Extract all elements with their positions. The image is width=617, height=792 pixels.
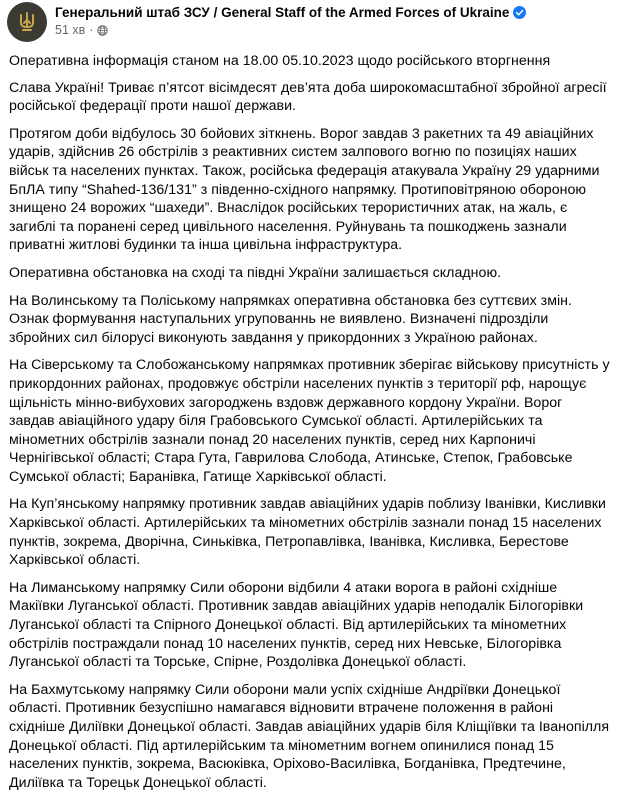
trident-emblem-icon [16,11,38,33]
globe-icon[interactable] [97,25,108,36]
post-paragraph: На Куп’янському напрямку противник завдав авіаційних ударів поблизу Іванівки, Кисливки Харківської області. Артилерійських та мінометних обстрілів зазнали понад 15 населених пунктів, зокрема, Дворічна, Синьківка, Петропавлівка, Іванівка, Кисливка, Берестове Харківської області. [9,496,606,569]
post-header [7,0,610,52]
post-paragraph: На Волинському та Поліському напрямках оперативна обстановка без суттєвих змін. Ознак формування наступальних угрупованнь не виявлено. Визначені підрозділи збройних сил білорусі виконують завдання у прикордонних з Україною районах. [9,292,572,346]
meta-separator: · [89,23,94,37]
page-avatar[interactable] [7,2,47,42]
post-paragraph: Слава Україні! Триває п’ятсот вісімдесят дев’ята доба широкомасштабної збройної агресії російської федерації проти нашої держави. [9,79,607,115]
post-meta [55,2,526,37]
post-paragraph: Протягом доби відбулось 30 бойових зіткнень. Ворог завдав 3 ракетних та 49 авіаційних ударів, здійснив 26 обстрілів з реактивних систем залпового вогню по позиціях наших військ та населених пунктах. Також, російська федерація атакувала Україну 29 ударними БпЛА типу “Shahed-136/131” з південно-східного напрямку. Протиповітряною обороною знищено 24 ворожих “шахеди”. Внаслідок російських терористичних атак, на жаль, є загиблі та поранені серед цивільного населення. Руйнувань та пошкоджень зазнали приватні житлові будинки та інша цивільна інфраструктура. [9,125,600,254]
post-body [7,52,610,792]
post-paragraph: Оперативна інформація станом на 18.00 05.10.2023 щодо російського вторгнення [9,53,551,69]
post-paragraph: На Сіверському та Слобожанському напрямках противник зберігає військову присутність у прикордонних районах, продовжує обстріли населених пунктів з території рф, нарощує щільність мінно-вибухових загороджень вздовж державного кордону України. Ворог завдав авіаційного удару біля Грабовського Сумської області. Артилерійських та мінометних обстрілів зазнали понад 20 населених пунктів, серед них Карпоничі Чернігівської області; Стара Гута, Гаврилова Слобода, Атинське, Степок, Грабовське Сумської області; Баранівка, Гатище Харківської області. [9,357,610,485]
post-timestamp[interactable]: 51 хв [55,23,86,37]
post-paragraph: На Бахмутському напрямку Сили оборони мали успіх східніше Андріївки Донецької області. Противник безуспішно намагався відновити втрачене положення в районі східніше Диліївки Донецької області. Завдав авіаційних ударів біля Кліщіївки та Іванопілля Донецької області. Під артилерійським та мінометним вогнем опинилися понад 15 населених пунктів, зокрема, Васюківка, Оріхово-Василівка, Богданівка, Предтечине, Диліївка та Торецьк Донецької області. [9,681,610,791]
post-paragraph: Оперативна обстановка на сході та півдні України залишається складною. [9,264,502,281]
page-name-link[interactable]: Генеральний штаб ЗСУ / General Staff of the Armed Forces of Ukraine [55,5,510,20]
post-paragraph: На Лиманському напрямку Сили оборони відбили 4 атаки ворога в районі східніше Макіївки Луганської області. Противник завдав авіаційних ударів неподалік Білогорівки Луганської області та Спірного Донецької області. Від артилерійських та мінометних обстрілів постраждали понад 10 населених пунктів, серед них Невське, Білогорівка Луганської області та Торське, Спірне, Роздолівка Донецької області. [9,579,584,671]
verified-badge-icon [513,6,526,19]
